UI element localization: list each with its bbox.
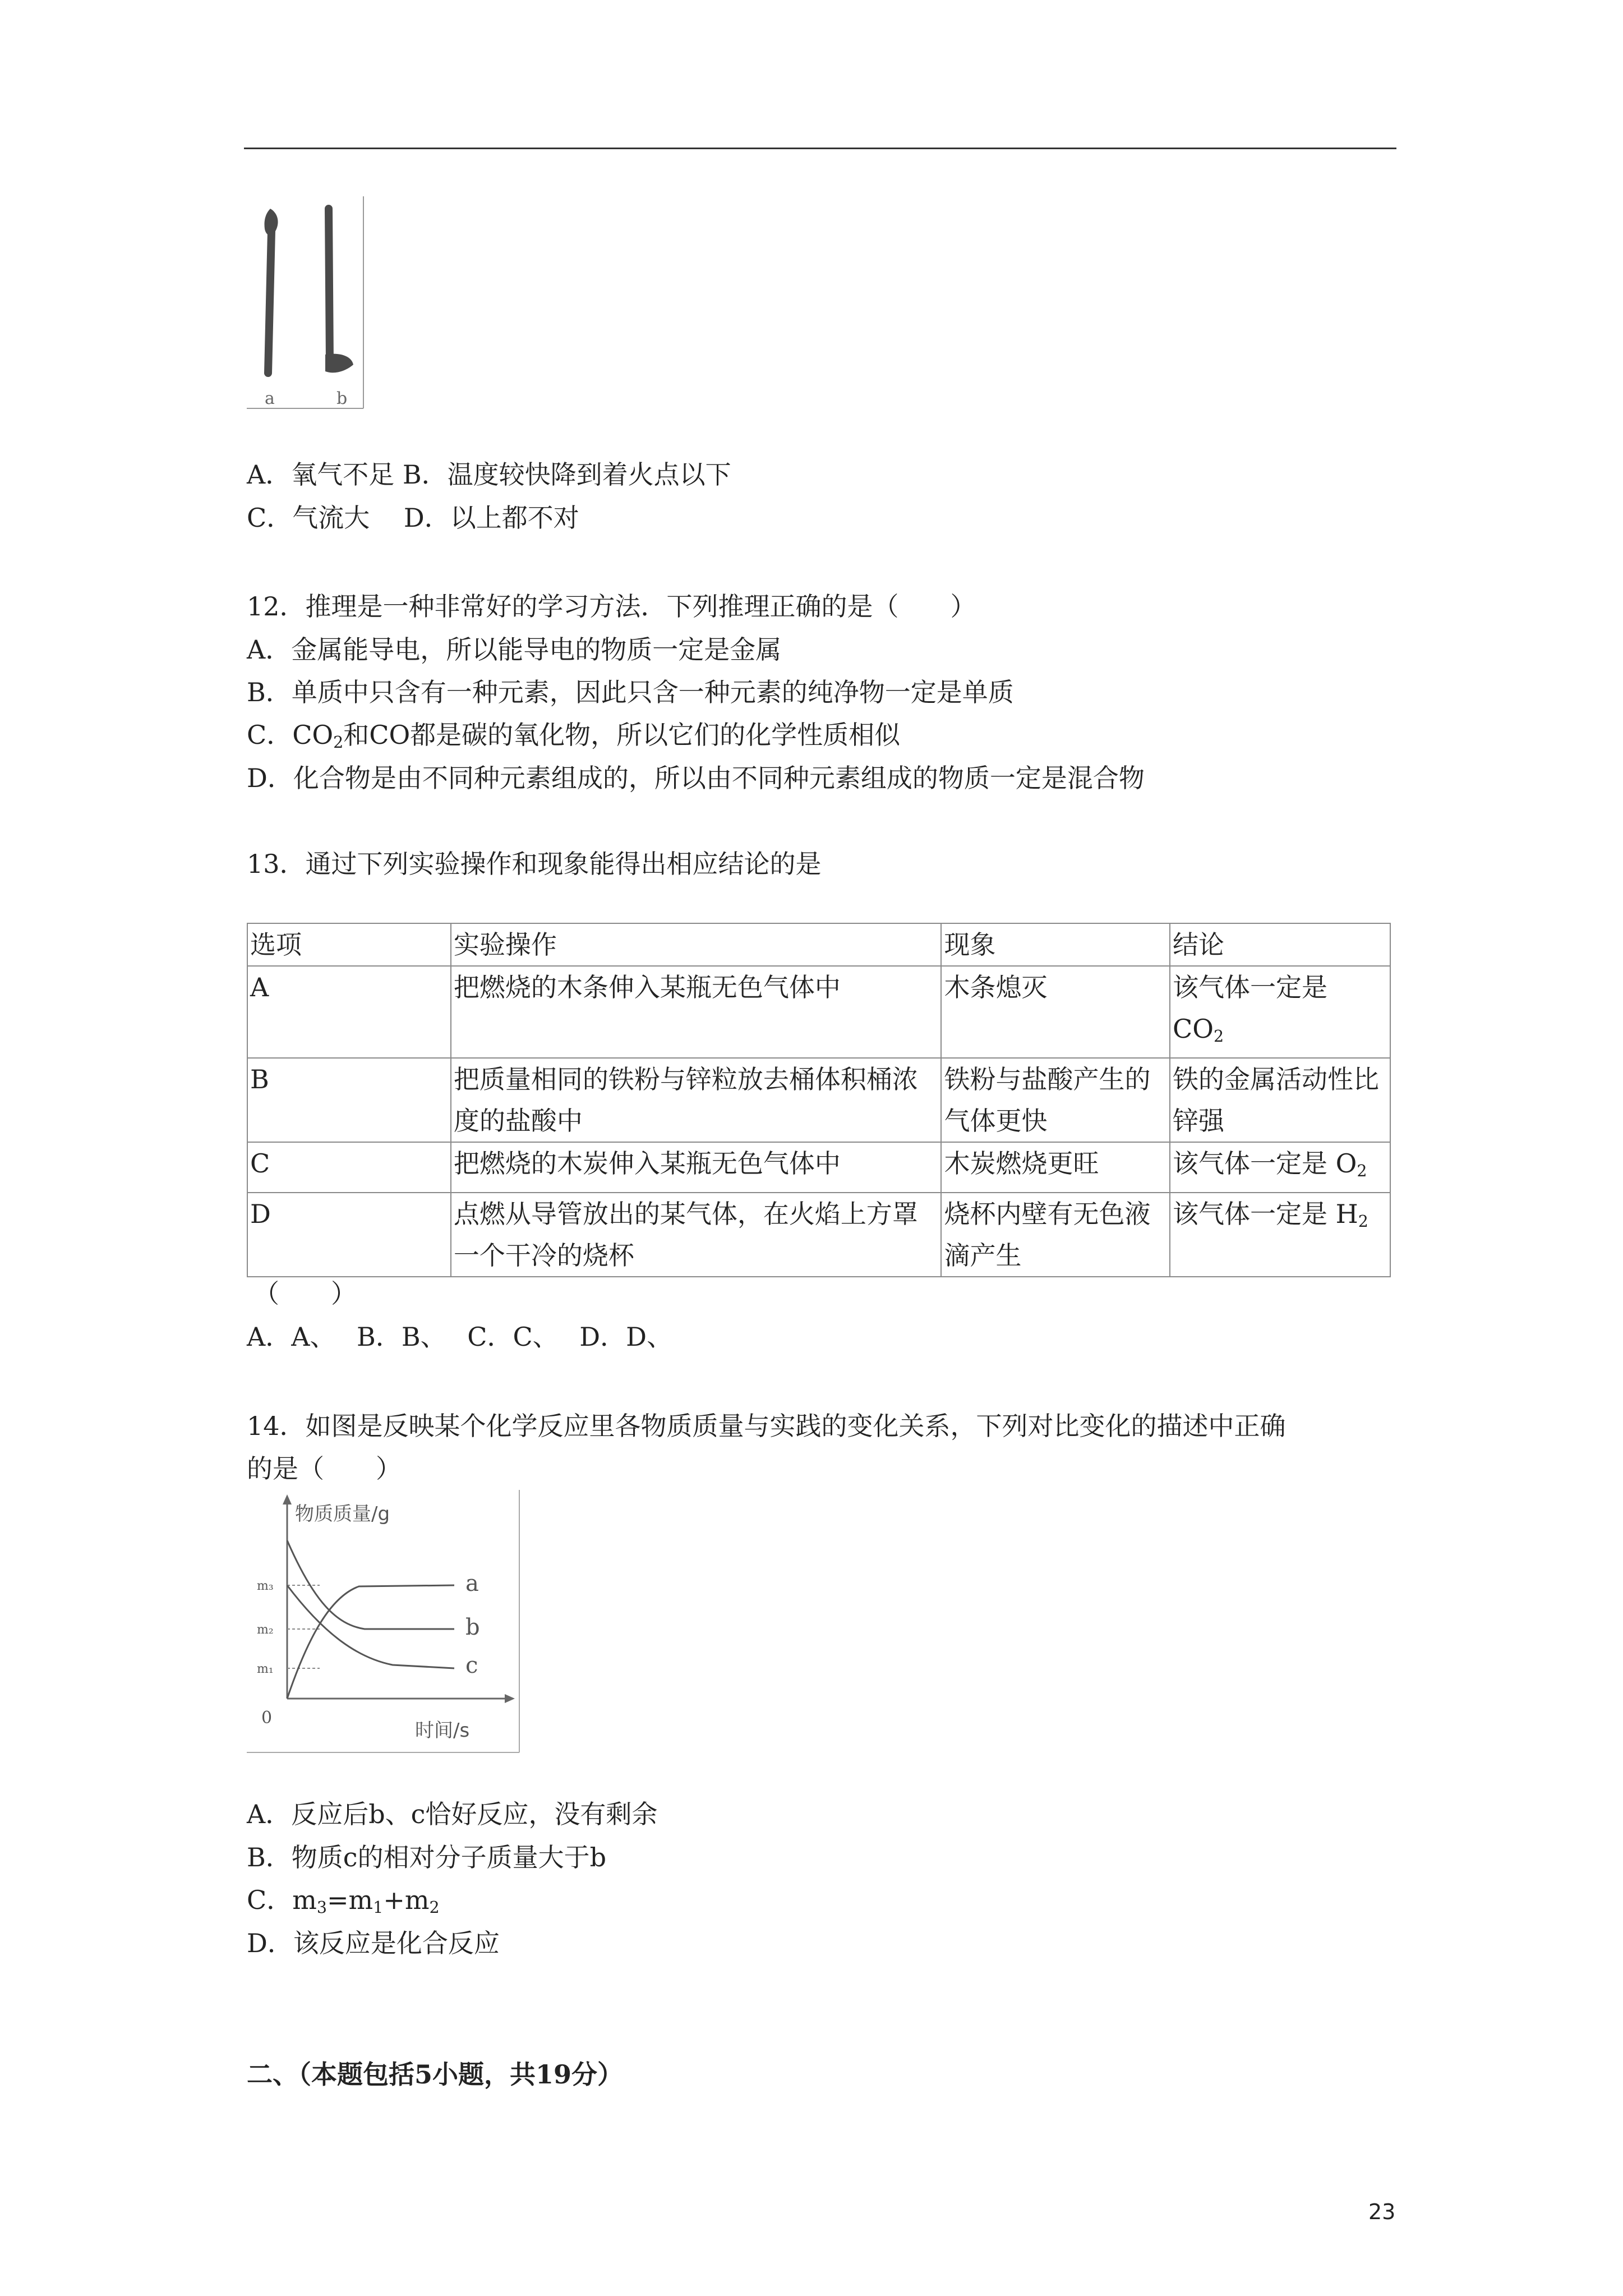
table-row bbox=[247, 1058, 1390, 1142]
match-b-label: b bbox=[336, 389, 348, 408]
header-option: 选项 bbox=[247, 923, 451, 966]
q11-options-line2: C．气流大 D．以上都不对 bbox=[247, 503, 579, 533]
q14-c-sub2: 1 bbox=[373, 1898, 384, 1917]
q14-c-prefix: C．m bbox=[247, 1885, 317, 1915]
row-d-formula-sub: 2 bbox=[1358, 1212, 1368, 1231]
m3-label: m₃ bbox=[257, 1579, 274, 1593]
q11-match-figure bbox=[247, 196, 365, 415]
q14-c-sub3: 2 bbox=[429, 1898, 440, 1917]
q14-mass-time-chart bbox=[247, 1490, 522, 1759]
row-a-conclusion-text: 该气体一定是 bbox=[1173, 972, 1328, 1002]
table-row bbox=[247, 966, 1390, 1058]
row-c-conclusion-text: 该气体一定是 O bbox=[1173, 1148, 1357, 1179]
m1-label: m₁ bbox=[257, 1662, 274, 1676]
q12-option-b: B．单质中只含有一种元素，因此只含一种元素的纯净物一定是单质 bbox=[247, 677, 1014, 707]
q12-option-d: D．化合物是由不同种元素组成的，所以由不同种元素组成的物质一定是混合物 bbox=[247, 763, 1145, 793]
row-a-phenomenon: 木条熄灭 bbox=[941, 966, 1170, 1058]
q12-stem: 12．推理是一种非常好的学习方法．下列推理正确的是（ ） bbox=[247, 591, 976, 622]
row-b-conclusion: 铁的金属活动性比锌强 bbox=[1170, 1058, 1390, 1142]
row-b-option: B bbox=[247, 1058, 451, 1142]
table-row bbox=[247, 1142, 1390, 1193]
y-axis-arrow bbox=[283, 1494, 292, 1504]
row-c-formula-sub: 2 bbox=[1357, 1162, 1367, 1181]
q14-c-mid1: =m bbox=[326, 1885, 374, 1915]
curve-c bbox=[287, 1585, 454, 1668]
q13-stem: 13．通过下列实验操作和现象能得出相应结论的是 bbox=[247, 849, 822, 879]
curve-c-label: c bbox=[465, 1653, 478, 1678]
q12-c-prefix: C．CO bbox=[247, 720, 334, 750]
q14-option-a: A．反应后b、c恰好反应，没有剩余 bbox=[247, 1799, 658, 1829]
y-axis-label: 物质质量/g bbox=[295, 1503, 390, 1525]
row-a-formula: CO bbox=[1173, 1014, 1214, 1044]
row-d-conclusion bbox=[1170, 1193, 1390, 1277]
q14-c-mid2: +m bbox=[383, 1885, 430, 1915]
row-c-operation: 把燃烧的木炭伸入某瓶无色气体中 bbox=[451, 1142, 942, 1193]
page-number: 23 bbox=[1368, 2200, 1396, 2224]
row-c-phenomenon: 木炭燃烧更旺 bbox=[941, 1142, 1170, 1193]
header-rule bbox=[244, 148, 1396, 149]
section-2-heading: 二、（本题包括5小题，共19分） bbox=[247, 2059, 624, 2090]
row-b-phenomenon: 铁粉与盐酸产生的气体更快 bbox=[941, 1058, 1170, 1142]
q14-option-d: D．该反应是化合反应 bbox=[247, 1928, 500, 1958]
m2-label: m₂ bbox=[257, 1623, 274, 1637]
q12-option-a: A．金属能导电，所以能导电的物质一定是金属 bbox=[247, 634, 782, 665]
table-header-row bbox=[247, 923, 1390, 966]
q14-c-sub1: 3 bbox=[316, 1898, 327, 1917]
row-a-operation: 把燃烧的木条伸入某瓶无色气体中 bbox=[451, 966, 942, 1058]
match-b-flame bbox=[325, 354, 353, 373]
q12-c-text: 和CO都是碳的氧化物，所以它们的化学性质相似 bbox=[343, 720, 901, 750]
header-phenomenon: 现象 bbox=[941, 923, 1170, 966]
row-c-option: C bbox=[247, 1142, 451, 1193]
x-axis-label: 时间/s bbox=[415, 1719, 470, 1742]
match-a-stick bbox=[268, 231, 271, 373]
row-d-operation: 点燃从导管放出的某气体，在火焰上方罩一个干冷的烧杯 bbox=[451, 1193, 942, 1277]
q12-c-subscript: 2 bbox=[333, 733, 344, 752]
curve-a-label: a bbox=[465, 1571, 479, 1596]
row-a-formula-sub: 2 bbox=[1213, 1027, 1224, 1046]
q13-answer-paren: （ ） bbox=[253, 1278, 357, 1309]
header-operation: 实验操作 bbox=[451, 923, 942, 966]
table-row bbox=[247, 1193, 1390, 1277]
row-a-conclusion bbox=[1170, 966, 1390, 1058]
q13-options: A．A、 B．B、 C．C、 D．D、 bbox=[247, 1322, 673, 1352]
curve-b-label: b bbox=[465, 1614, 480, 1640]
curve-a bbox=[287, 1585, 454, 1699]
row-d-conclusion-text: 该气体一定是 H bbox=[1173, 1199, 1358, 1230]
x-axis-arrow bbox=[505, 1694, 515, 1703]
row-d-option: D bbox=[247, 1193, 451, 1277]
row-d-phenomenon: 烧杯内壁有无色液滴产生 bbox=[941, 1193, 1170, 1277]
q14-stem-line1: 14．如图是反映某个化学反应里各物质质量与实践的变化关系，下列对比变化的描述中正确 bbox=[247, 1411, 1286, 1441]
row-a-option: A bbox=[247, 966, 451, 1058]
header-conclusion: 结论 bbox=[1170, 923, 1390, 966]
match-illustration bbox=[247, 196, 365, 415]
match-a-label: a bbox=[265, 389, 275, 408]
row-b-operation: 把质量相同的铁粉与锌粒放去桶体积桶浓度的盐酸中 bbox=[451, 1058, 942, 1142]
mass-time-graph bbox=[247, 1490, 522, 1759]
row-c-conclusion bbox=[1170, 1142, 1390, 1193]
match-b-stick bbox=[329, 209, 330, 364]
experiment-table bbox=[247, 923, 1391, 1277]
q14-option-b: B．物质c的相对分子质量大于b bbox=[247, 1842, 607, 1872]
q14-stem-line2: 的是（ ） bbox=[247, 1453, 402, 1484]
q11-options-line1: A．氧气不足 B．温度较快降到着火点以下 bbox=[247, 459, 731, 490]
origin-label: 0 bbox=[261, 1708, 273, 1728]
